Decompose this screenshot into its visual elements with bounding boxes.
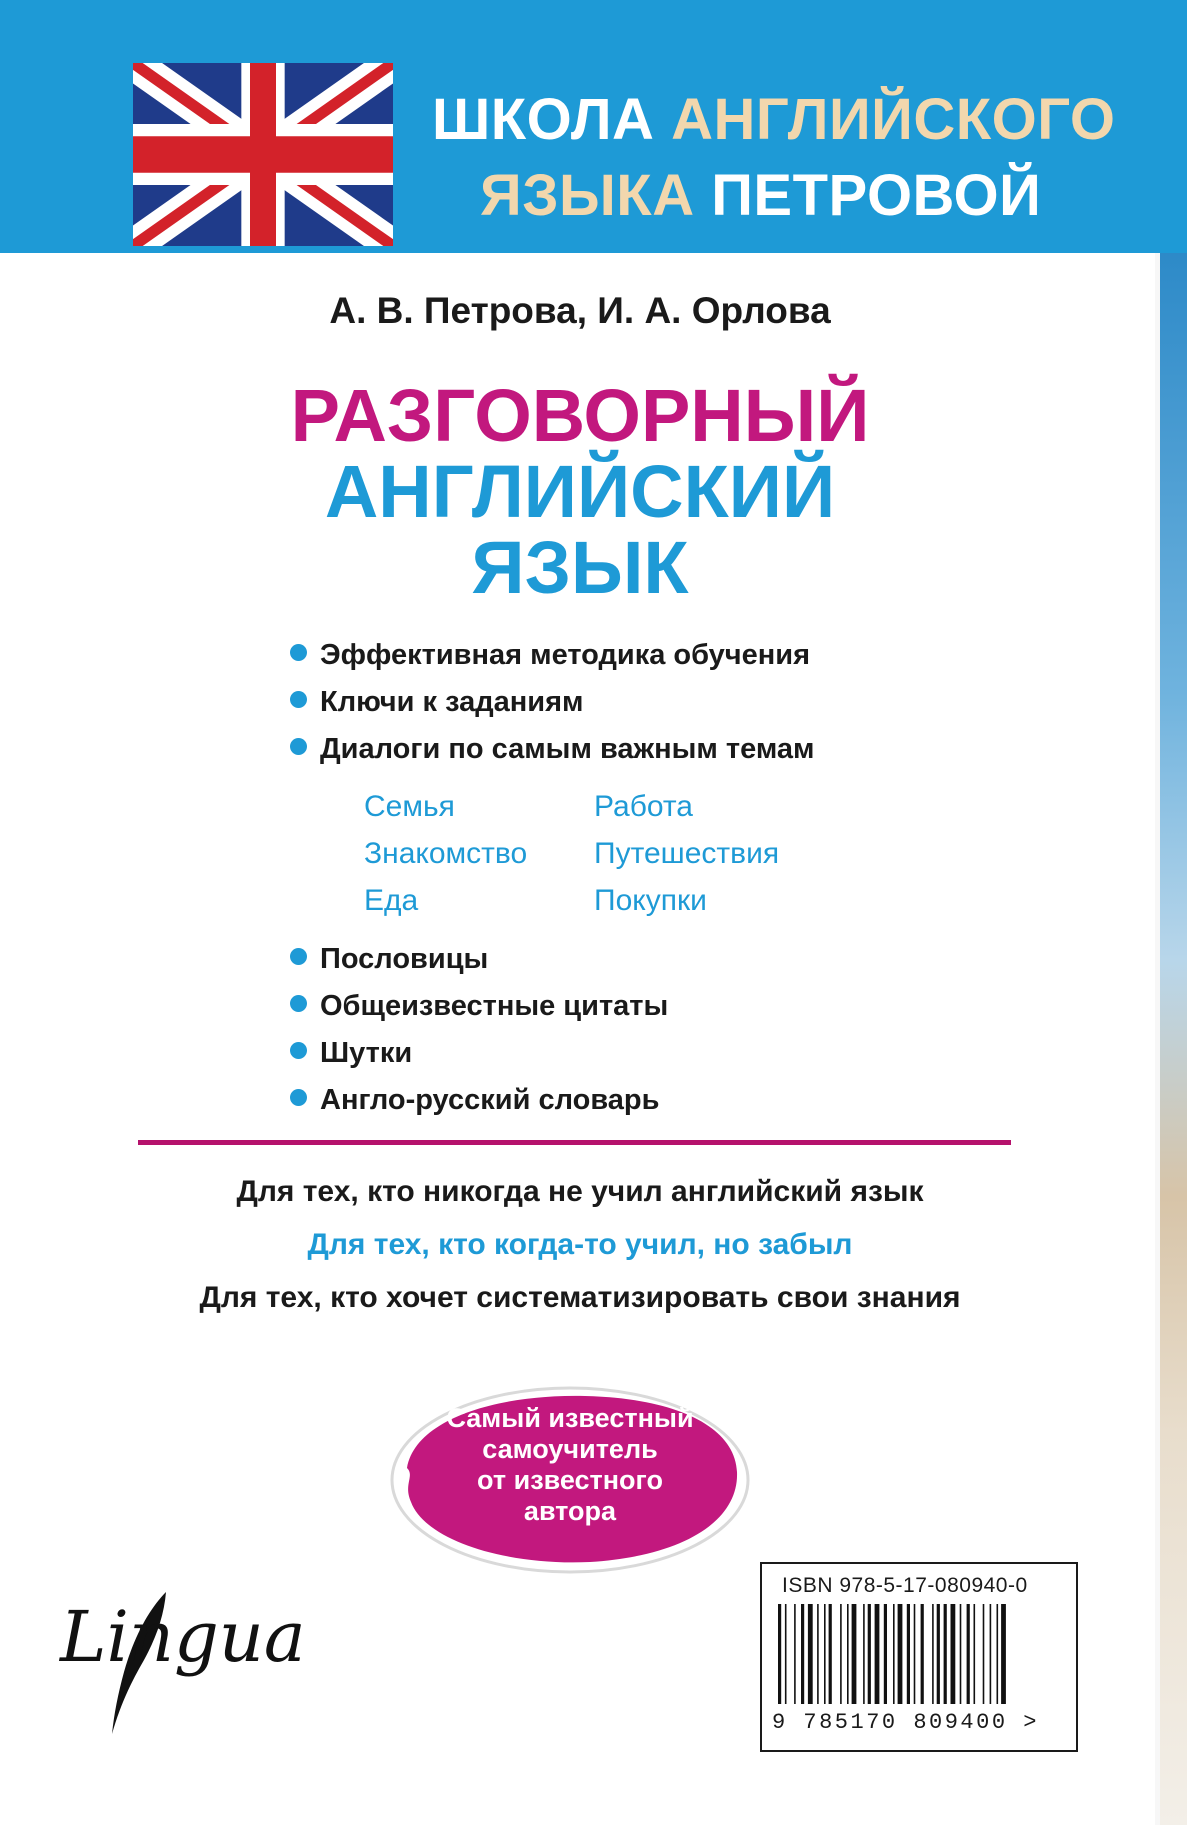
audience-line: Для тех, кто никогда не учил английский язык (236, 1175, 924, 1208)
audience-line: Для тех, кто хочет систематизировать свои знания (199, 1281, 961, 1314)
barcode-bar (863, 1604, 865, 1704)
barcode-bar (1001, 1604, 1006, 1704)
book-title (0, 374, 1160, 609)
feature-label: Англо-русский словарь (320, 1084, 660, 1116)
barcode-bar (921, 1604, 924, 1704)
badge-line: автора (523, 1496, 617, 1526)
barcode-bar (794, 1604, 796, 1704)
barcode-bar (785, 1604, 787, 1704)
barcode-bar (884, 1604, 887, 1704)
topic-item: Семья (364, 790, 455, 823)
feature-label: Диалоги по самым важным темам (320, 733, 815, 765)
badge-line: Самый известный (446, 1403, 694, 1433)
series-word: ШКОЛА (432, 87, 655, 152)
ean-number: 9 785170 809400 > (772, 1710, 1039, 1735)
barcode-bar (967, 1604, 970, 1704)
series-word: ПЕТРОВОЙ (711, 163, 1042, 228)
barcode-bar (875, 1604, 880, 1704)
feature-item (290, 1077, 990, 1124)
barcode-bar (914, 1604, 916, 1704)
title-line: ЯЗЫК (471, 526, 689, 609)
feature-label: Шутки (320, 1037, 413, 1069)
barcode-bar (898, 1604, 903, 1704)
bullet-dot-icon (290, 644, 307, 661)
topic-item: Знакомство (364, 837, 528, 870)
topic-item: Покупки (594, 884, 707, 917)
barcode-block (760, 1562, 1078, 1752)
barcode-bar (808, 1604, 813, 1704)
barcode-bar (847, 1604, 849, 1704)
feature-item (290, 726, 990, 773)
barcode-bar (840, 1604, 842, 1704)
topic-item: Путешествия (594, 837, 780, 870)
promo-badge-text (385, 1403, 755, 1527)
union-jack-flag-icon (133, 63, 393, 246)
barcode-bar (817, 1604, 819, 1704)
barcode-bar (824, 1604, 826, 1704)
features-list (290, 632, 990, 1124)
barcode-bar (801, 1604, 804, 1704)
series-header (0, 0, 1187, 253)
feature-item (290, 983, 990, 1030)
barcode-bar (937, 1604, 940, 1704)
barcode-bar (974, 1604, 976, 1704)
series-word: ЯЗЫКА (480, 163, 695, 228)
audience-line: Для тех, кто когда-то учил, но забыл (307, 1228, 853, 1261)
barcode-bar (852, 1604, 857, 1704)
authors: А. В. Петрова, И. А. Орлова (329, 290, 831, 331)
feature-item (290, 632, 990, 679)
feature-item (290, 679, 990, 726)
feature-label: Эффективная методика обучения (320, 639, 811, 671)
isbn-number: ISBN 978-5-17-080940-0 (782, 1574, 1028, 1597)
topics-grid (290, 783, 990, 924)
barcode-bar (990, 1604, 992, 1704)
bullet-dot-icon (290, 995, 307, 1012)
section-divider (138, 1140, 1011, 1145)
series-word: АНГЛИЙСКОГО (671, 87, 1116, 152)
audience-list (0, 1165, 1160, 1324)
topic-item: Еда (364, 884, 419, 917)
bullet-dot-icon (290, 738, 307, 755)
topic-item: Работа (594, 790, 693, 823)
feature-label: Общеизвестные цитаты (320, 990, 669, 1022)
barcode-bar (893, 1604, 895, 1704)
title-line: АНГЛИЙСКИЙ (324, 450, 836, 533)
bullet-dot-icon (290, 948, 307, 965)
barcode-bar (932, 1604, 934, 1704)
barcode-bar (944, 1604, 947, 1704)
badge-line: от известного (477, 1465, 663, 1495)
spine-photo-strip (1160, 253, 1187, 1825)
feature-item (290, 936, 990, 983)
title-line: РАЗГОВОРНЫЙ (290, 374, 870, 457)
barcode-bar (983, 1604, 985, 1704)
barcode-icon (776, 1604, 1061, 1704)
bullet-dot-icon (290, 1089, 307, 1106)
feature-label: Пословицы (320, 943, 489, 975)
bullet-dot-icon (290, 691, 307, 708)
publisher-logo: Lingua (60, 1596, 306, 1678)
barcode-bar (778, 1604, 781, 1704)
barcode-bar (907, 1604, 910, 1704)
barcode-bar (997, 1604, 999, 1704)
barcode-bar (868, 1604, 871, 1704)
bullet-dot-icon (290, 1042, 307, 1059)
barcode-bar (829, 1604, 832, 1704)
feature-label: Ключи к заданиям (320, 686, 584, 718)
badge-line: самоучитель (482, 1434, 658, 1464)
feature-item (290, 1030, 990, 1077)
barcode-bar (960, 1604, 962, 1704)
series-title (432, 82, 1132, 234)
barcode-bar (951, 1604, 956, 1704)
